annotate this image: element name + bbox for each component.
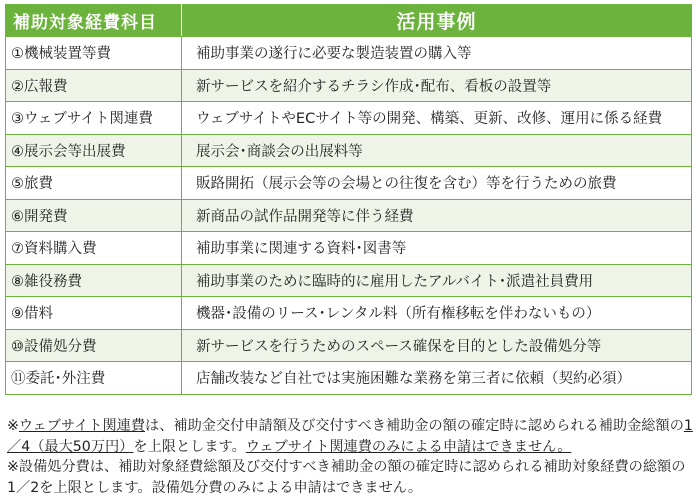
row-example: 機器･設備のリース･レンタル料（所有権移転を伴わないもの） xyxy=(182,297,692,330)
header-category: 補助対象経費科目 xyxy=(6,5,182,37)
row-category: ⑥開発費 xyxy=(6,199,182,232)
footnote-website xyxy=(7,416,693,457)
row-category: ⑨借料 xyxy=(6,297,182,330)
row-example: ウェブサイトやECサイト等の開発、構築、更新、改修、運用に係る経費 xyxy=(182,102,692,135)
row-category: ③ウェブサイト関連費 xyxy=(6,102,182,135)
row-example: 補助事業に関連する資料･図書等 xyxy=(182,232,692,265)
expense-table-container xyxy=(5,4,691,395)
row-example: 販路開拓（展示会等の会場との往復を含む）等を行うための旅費 xyxy=(182,167,692,200)
table-row xyxy=(6,329,692,362)
table-row xyxy=(6,102,692,135)
row-category: ②広報費 xyxy=(6,69,182,102)
footnote-disposal: ※設備処分費は、補助対象経費総額及び交付すべき補助金の額の確定時に認められる補助対象経費の総額の1／2を上限とします。設備処分費のみによる申請はできません。 xyxy=(7,459,686,496)
note-prefix: ※ xyxy=(7,418,19,434)
row-example: 新サービスを紹介するチラシ作成･配布、看板の設置等 xyxy=(182,69,692,102)
row-category: ①機械装置等費 xyxy=(6,37,182,70)
table-row xyxy=(6,167,692,200)
note-limit: 1／4（最大50万円） xyxy=(7,418,693,455)
row-example: 補助事業の遂行に必要な製造装置の購入等 xyxy=(182,37,692,70)
table-row xyxy=(6,134,692,167)
table-row xyxy=(6,232,692,265)
row-example: 補助事業のために臨時的に雇用したアルバイト･派遣社員費用 xyxy=(182,264,692,297)
table-row xyxy=(6,264,692,297)
row-category: ⑧雑役務費 xyxy=(6,264,182,297)
note-text: を上限とします。 xyxy=(133,438,246,455)
table-row xyxy=(6,297,692,330)
header-example: 活用事例 xyxy=(182,5,692,37)
row-category: ⑦資料購入費 xyxy=(6,232,182,265)
row-example: 新商品の試作品開発等に伴う経費 xyxy=(182,199,692,232)
footnotes xyxy=(7,416,693,498)
row-category: ⑤旅費 xyxy=(6,167,182,200)
table-header-row xyxy=(6,5,692,37)
row-category: ⑪委託･外注費 xyxy=(6,362,182,395)
table-row xyxy=(6,199,692,232)
row-example: 店舗改装など自社では実施困難な業務を第三者に依頼（契約必須） xyxy=(182,362,692,395)
note-text: は、補助金交付申請額及び交付すべき補助金の額の確定時に認められる補助金総額の xyxy=(145,418,684,434)
row-example: 展示会･商談会の出展料等 xyxy=(182,134,692,167)
note-restriction: ウェブサイト関連費のみによる申請はできません。 xyxy=(245,438,572,455)
table-row xyxy=(6,37,692,70)
row-example: 新サービスを行うためのスペース確保を目的とした設備処分等 xyxy=(182,329,692,362)
table-row xyxy=(6,69,692,102)
note-term: ウェブサイト関連費 xyxy=(18,418,146,434)
row-category: ④展示会等出展費 xyxy=(6,134,182,167)
expense-table xyxy=(5,4,692,395)
row-category: ⑩設備処分費 xyxy=(6,329,182,362)
table-row xyxy=(6,362,692,395)
